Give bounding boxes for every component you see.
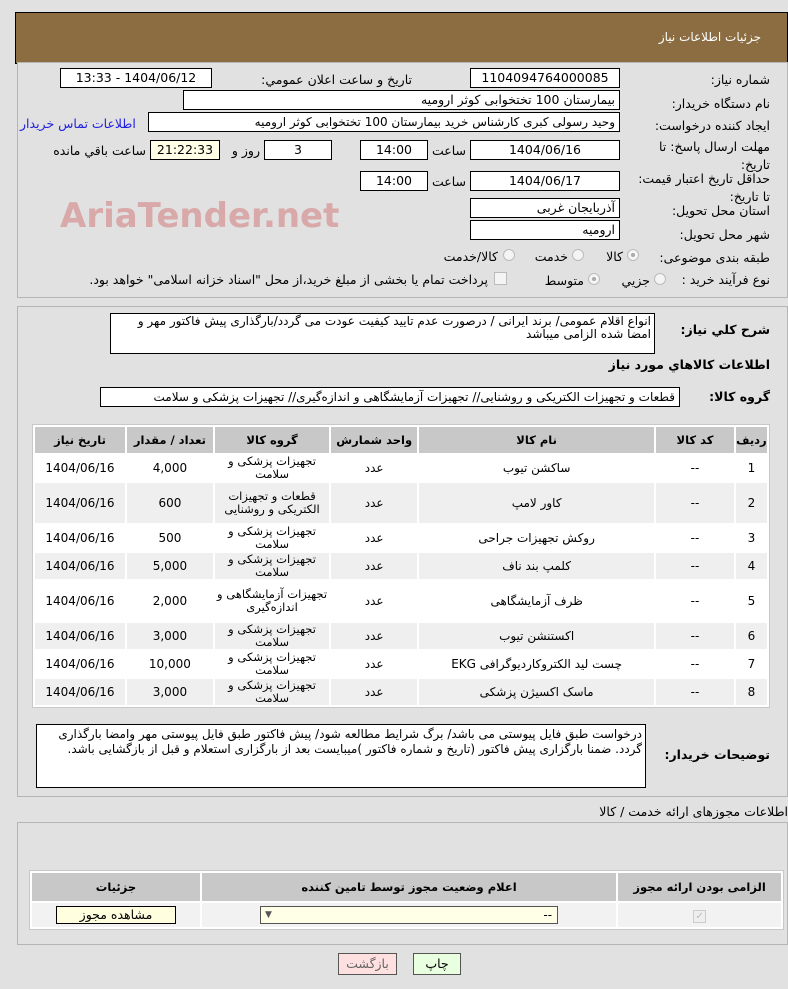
quantity: 10,000 — [127, 651, 213, 677]
unit: عدد — [331, 525, 417, 551]
process-option-label: جزیي — [621, 273, 650, 288]
province-label: استان محل تحویل: — [671, 203, 770, 218]
province-field: آذربایجان غربی — [470, 198, 620, 218]
unit: عدد — [331, 679, 417, 705]
days-field: 3 — [264, 140, 332, 160]
buyer-notes-label: توضیحات خریدار: — [664, 747, 770, 762]
column-header: الزامی بودن ارائه مجوز — [618, 873, 781, 901]
column-header: نام کالا — [419, 427, 654, 453]
need-date: 1404/06/16 — [35, 525, 125, 551]
goods-code: -- — [656, 651, 734, 677]
category-option-label: کالا/خدمت — [443, 249, 498, 264]
reply-date-field: 1404/06/16 — [470, 140, 620, 160]
unit: عدد — [331, 581, 417, 621]
reply-time-field: 14:00 — [360, 140, 428, 160]
goods-group: تجهیزات آزمایشگاهی و اندازه‌گیری — [215, 581, 329, 621]
goods-name: کلمپ بند ناف — [419, 553, 654, 579]
goods-group: تجهیزات پزشکی و سلامت — [215, 455, 329, 481]
chevron-down-icon: ▼ — [265, 910, 272, 920]
column-header: رديف — [736, 427, 767, 453]
goods-group-field: قطعات و تجهیزات الکتریکی و روشنایی// تجهیزات آزمایشگاهی و اندازه‌گیری// تجهیزات پزشکی و سلامت — [100, 387, 680, 407]
goods-name: ماسک اکسیژن پزشکی — [419, 679, 654, 705]
watermark: AriaTender.net — [60, 196, 340, 236]
licenses-table — [29, 870, 784, 930]
goods-section-title: اطلاعات کالاهاي مورد نياز — [608, 357, 770, 372]
need-date: 1404/06/16 — [35, 483, 125, 523]
goods-code: -- — [656, 525, 734, 551]
row-number: 7 — [736, 651, 767, 677]
need-date: 1404/06/16 — [35, 679, 125, 705]
goods-group: تجهیزات پزشکی و سلامت — [215, 553, 329, 579]
goods-code: -- — [656, 581, 734, 621]
city-label: شهر محل تحویل: — [679, 227, 770, 242]
column-header: تعداد / مقدار — [127, 427, 213, 453]
goods-group: تجهیزات پزشکی و سلامت — [215, 525, 329, 551]
goods-group-label: گروه کالا: — [709, 389, 770, 404]
announce-label: تاريخ و ساعت اعلان عمومي: — [261, 72, 412, 87]
unit: عدد — [331, 623, 417, 649]
goods-group: قطعات و تجهیزات الکتریکی و روشنایی — [215, 483, 329, 523]
goods-group: تجهیزات پزشکی و سلامت — [215, 679, 329, 705]
need-date: 1404/06/16 — [35, 623, 125, 649]
quantity: 2,000 — [127, 581, 213, 621]
goods-group: تجهیزات پزشکی و سلامت — [215, 623, 329, 649]
page-header — [15, 12, 788, 64]
goods-name: چست لید الکتروکاردیوگرافی EKG — [419, 651, 654, 677]
goods-code: -- — [656, 553, 734, 579]
process-label: نوع فرآیند خرید : — [681, 272, 770, 287]
table-row — [35, 553, 767, 579]
category-label: طبقه بندی موضوعی: — [659, 250, 770, 265]
city-field: ارومیه — [470, 220, 620, 240]
goods-group: تجهیزات پزشکی و سلامت — [215, 651, 329, 677]
category-radio-goods-service[interactable] — [503, 249, 515, 261]
quantity: 3,000 — [127, 679, 213, 705]
announce-field: 1404/06/12 - 13:33 — [60, 68, 212, 88]
remaining-label: ساعت باقي مانده — [53, 143, 146, 158]
license-status-value: -- — [543, 908, 553, 922]
days-label: روز و — [231, 143, 260, 158]
process-radio-medium[interactable] — [588, 273, 600, 285]
goods-name: روکش تجهیزات جراحی — [419, 525, 654, 551]
description-label: شرح کلي نياز: — [680, 322, 770, 337]
table-row — [35, 483, 767, 523]
need-date: 1404/06/16 — [35, 581, 125, 621]
unit: عدد — [331, 651, 417, 677]
column-header: گروه کالا — [215, 427, 329, 453]
need-number-field: 1104094764000085 — [470, 68, 620, 88]
quantity: 4,000 — [127, 455, 213, 481]
time-label: ساعت — [431, 174, 466, 189]
payment-checkbox[interactable] — [494, 272, 507, 285]
license-status-select[interactable] — [260, 906, 558, 924]
category-option-label: خدمت — [534, 249, 568, 264]
buyer-label: نام دستگاه خریدار: — [671, 96, 770, 111]
need-date: 1404/06/16 — [35, 455, 125, 481]
goods-name: ساکشن تیوب — [419, 455, 654, 481]
creator-label: ایجاد کننده درخواست: — [654, 118, 770, 133]
table-row — [35, 525, 767, 551]
remaining-time-field: 21:22:33 — [150, 140, 220, 160]
goods-code: -- — [656, 483, 734, 523]
row-number: 5 — [736, 581, 767, 621]
view-license-button[interactable]: مشاهده مجوز — [56, 906, 176, 924]
table-row — [35, 455, 767, 481]
goods-name: کاور لامپ — [419, 483, 654, 523]
goods-name: ظرف آزمایشگاهی — [419, 581, 654, 621]
price-validity-label: حداقل تاریخ اعتبار قیمت: تا تاریخ: — [638, 171, 770, 204]
goods-code: -- — [656, 623, 734, 649]
table-row — [35, 651, 767, 677]
process-radio-minor[interactable] — [654, 273, 666, 285]
column-header: اعلام وضعیت مجوز توسط تامین کننده — [202, 873, 616, 901]
need-date: 1404/06/16 — [35, 553, 125, 579]
row-number: 2 — [736, 483, 767, 523]
row-number: 1 — [736, 455, 767, 481]
payment-note: پرداخت تمام یا بخشی از مبلغ خرید،از محل "اسناد خزانه اسلامی" خواهد بود. — [89, 272, 488, 287]
goods-code: -- — [656, 455, 734, 481]
licenses-section-title: اطلاعات مجوزهای ارائه خدمت / کالا — [599, 804, 788, 819]
category-radio-goods[interactable] — [627, 249, 639, 261]
row-number: 3 — [736, 525, 767, 551]
creator-field: وحید رسولی کبری کارشناس خرید بیمارستان 100 تختخوابی کوثر ارومیه — [148, 112, 620, 132]
back-button[interactable]: بازگشت — [338, 953, 397, 975]
quantity: 3,000 — [127, 623, 213, 649]
print-button[interactable]: چاپ — [413, 953, 461, 975]
process-option-label: متوسط — [544, 273, 584, 288]
table-row — [35, 623, 767, 649]
quantity: 600 — [127, 483, 213, 523]
buyer-notes-textarea[interactable]: درخواست طبق فایل پیوستی می باشد/ برگ شرایط مطالعه شود/ پیش فاکتور طبق فایل پیوستی مهر وامضا بارگذاری گردد. ضمنا بارگزاری پیش فاکتور (تاریخ و شماره فاکتور )میبایست بعد از بارگزاری استعلام و قبل از بازگشایی باشد. — [36, 724, 646, 788]
license-required-checkbox: ✓ — [693, 910, 706, 923]
row-number: 6 — [736, 623, 767, 649]
goods-table — [32, 424, 770, 708]
description-textarea[interactable]: انواع اقلام عمومی/ برند ایرانی / درصورت عدم تایید کیفیت عودت می گردد/بارگذاری پیش فاکتور مهر و امضا شده الزامی میباشد — [110, 313, 655, 354]
price-date-field: 1404/06/17 — [470, 171, 620, 191]
category-radio-service[interactable] — [572, 249, 584, 261]
buyer-contact-link[interactable]: اطلاعات تماس خریدار — [20, 116, 136, 131]
table-row — [35, 679, 767, 705]
reply-deadline-label: مهلت ارسال پاسخ: تا تاریخ: — [659, 139, 770, 172]
table-row — [35, 581, 767, 621]
price-time-field: 14:00 — [360, 171, 428, 191]
quantity: 500 — [127, 525, 213, 551]
category-option-label: کالا — [606, 249, 623, 264]
time-label: ساعت — [431, 143, 466, 158]
page-title: جزئیات اطلاعات نیاز — [658, 30, 761, 44]
need-number-label: شماره نیاز: — [710, 72, 770, 87]
need-date: 1404/06/16 — [35, 651, 125, 677]
unit: عدد — [331, 483, 417, 523]
goods-code: -- — [656, 679, 734, 705]
column-header: جزئیات — [32, 873, 200, 901]
buyer-field: بیمارستان 100 تختخوابی کوثر ارومیه — [183, 90, 620, 110]
row-number: 8 — [736, 679, 767, 705]
column-header: کد کالا — [656, 427, 734, 453]
quantity: 5,000 — [127, 553, 213, 579]
column-header: واحد شمارش — [331, 427, 417, 453]
column-header: تاريخ نياز — [35, 427, 125, 453]
row-number: 4 — [736, 553, 767, 579]
unit: عدد — [331, 455, 417, 481]
goods-name: اکستنشن تیوب — [419, 623, 654, 649]
unit: عدد — [331, 553, 417, 579]
